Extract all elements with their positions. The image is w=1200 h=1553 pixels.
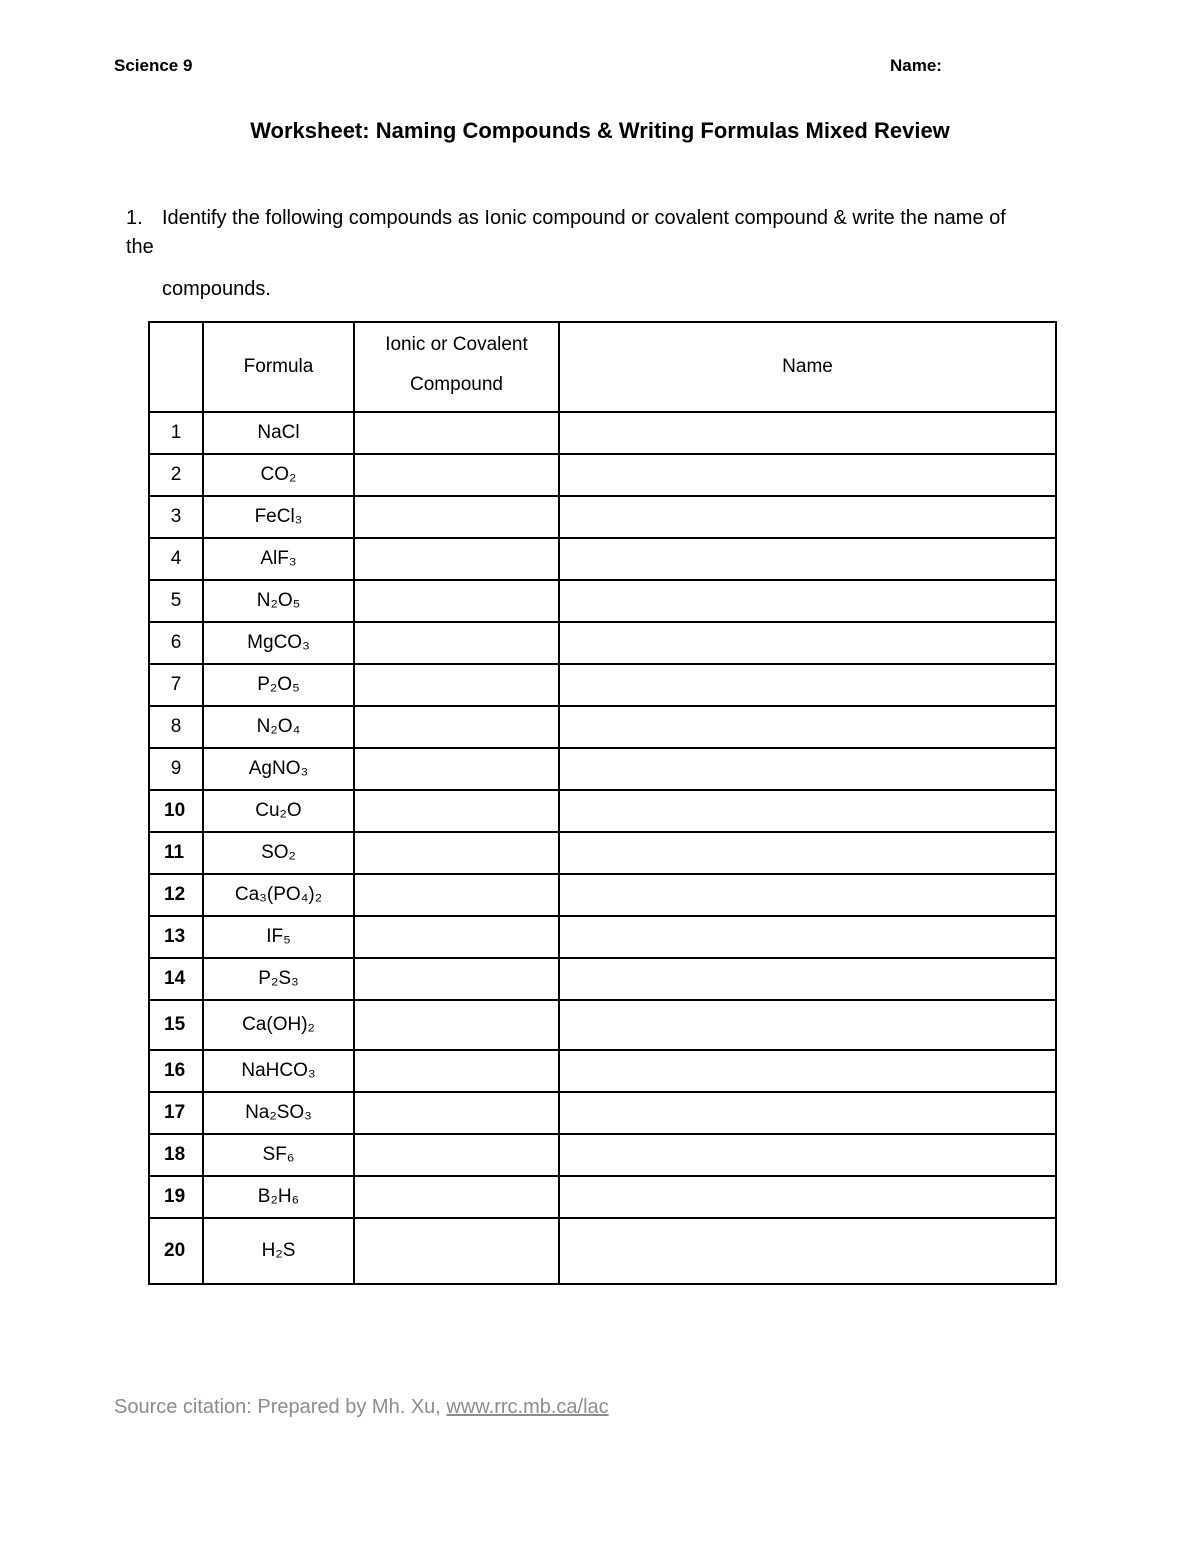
row-formula: AlF₃ — [203, 538, 354, 580]
row-number: 1 — [149, 412, 203, 454]
row-number: 20 — [149, 1218, 203, 1284]
table-row — [149, 1050, 1056, 1092]
compound-type-answer-cell[interactable] — [354, 1092, 559, 1134]
row-number: 10 — [149, 790, 203, 832]
compound-name-answer-cell[interactable] — [559, 748, 1056, 790]
row-formula: N₂O₅ — [203, 580, 354, 622]
table-header-row — [149, 322, 1056, 412]
row-number: 6 — [149, 622, 203, 664]
compound-type-answer-cell[interactable] — [354, 1050, 559, 1092]
table-row — [149, 580, 1056, 622]
header-compound-type — [354, 322, 559, 412]
table-row — [149, 958, 1056, 1000]
row-number: 2 — [149, 454, 203, 496]
compound-name-answer-cell[interactable] — [559, 1000, 1056, 1050]
compound-type-answer-cell[interactable] — [354, 1176, 559, 1218]
row-number: 16 — [149, 1050, 203, 1092]
table-row — [149, 832, 1056, 874]
citation-link[interactable]: www.rrc.mb.ca/lac — [446, 1396, 609, 1418]
row-formula: AgNO₃ — [203, 748, 354, 790]
worksheet-title: Worksheet: Naming Compounds & Writing Formulas Mixed Review — [250, 118, 950, 143]
header-type-line2: Compound — [410, 374, 503, 395]
row-number: 13 — [149, 916, 203, 958]
row-formula: P₂S₃ — [203, 958, 354, 1000]
question-number: 1. — [126, 207, 143, 229]
row-number: 11 — [149, 832, 203, 874]
row-formula: SO₂ — [203, 832, 354, 874]
row-formula: NaHCO₃ — [203, 1050, 354, 1092]
compound-name-answer-cell[interactable] — [559, 454, 1056, 496]
source-citation — [114, 1396, 609, 1419]
compound-name-answer-cell[interactable] — [559, 958, 1056, 1000]
row-formula: SF₆ — [203, 1134, 354, 1176]
compound-name-answer-cell[interactable] — [559, 832, 1056, 874]
compound-name-answer-cell[interactable] — [559, 496, 1056, 538]
compounds-table — [148, 321, 1057, 1285]
table-row — [149, 538, 1056, 580]
row-number: 3 — [149, 496, 203, 538]
question-instruction — [126, 207, 1006, 230]
table-row — [149, 748, 1056, 790]
compound-type-answer-cell[interactable] — [354, 580, 559, 622]
compound-name-answer-cell[interactable] — [559, 580, 1056, 622]
compound-type-answer-cell[interactable] — [354, 496, 559, 538]
question-text-line3: compounds. — [162, 278, 271, 300]
row-number: 8 — [149, 706, 203, 748]
row-number: 18 — [149, 1134, 203, 1176]
compound-type-answer-cell[interactable] — [354, 664, 559, 706]
header-name: Name — [559, 322, 1056, 412]
question-text-line1: Identify the following compounds as Ionic compound or covalent compound & write the name of — [162, 207, 1006, 229]
row-formula: H₂S — [203, 1218, 354, 1284]
table-row — [149, 496, 1056, 538]
compound-type-answer-cell[interactable] — [354, 1000, 559, 1050]
question-text-line2: the — [126, 236, 154, 258]
compound-type-answer-cell[interactable] — [354, 412, 559, 454]
row-number: 14 — [149, 958, 203, 1000]
compound-type-answer-cell[interactable] — [354, 454, 559, 496]
table-row — [149, 790, 1056, 832]
row-formula: NaCl — [203, 412, 354, 454]
compound-name-answer-cell[interactable] — [559, 1218, 1056, 1284]
row-number: 19 — [149, 1176, 203, 1218]
row-formula: B₂H₆ — [203, 1176, 354, 1218]
row-formula: CO₂ — [203, 454, 354, 496]
row-number: 15 — [149, 1000, 203, 1050]
table-row — [149, 664, 1056, 706]
table-row — [149, 706, 1056, 748]
header-formula: Formula — [203, 322, 354, 412]
compound-type-answer-cell[interactable] — [354, 748, 559, 790]
table-row — [149, 1218, 1056, 1284]
compound-name-answer-cell[interactable] — [559, 622, 1056, 664]
table-row — [149, 622, 1056, 664]
row-number: 9 — [149, 748, 203, 790]
compound-type-answer-cell[interactable] — [354, 958, 559, 1000]
header-type-line1: Ionic or Covalent — [385, 334, 528, 355]
compound-name-answer-cell[interactable] — [559, 874, 1056, 916]
compound-name-answer-cell[interactable] — [559, 412, 1056, 454]
compound-name-answer-cell[interactable] — [559, 1134, 1056, 1176]
compound-name-answer-cell[interactable] — [559, 1176, 1056, 1218]
row-formula: N₂O₄ — [203, 706, 354, 748]
row-number: 12 — [149, 874, 203, 916]
compound-name-answer-cell[interactable] — [559, 1092, 1056, 1134]
compound-type-answer-cell[interactable] — [354, 832, 559, 874]
compound-type-answer-cell[interactable] — [354, 622, 559, 664]
row-formula: Ca₃(PO₄)₂ — [203, 874, 354, 916]
header-number — [149, 322, 203, 412]
table-row — [149, 874, 1056, 916]
table-row — [149, 412, 1056, 454]
compound-type-answer-cell[interactable] — [354, 874, 559, 916]
compound-type-answer-cell[interactable] — [354, 1218, 559, 1284]
citation-text: Source citation: Prepared by Mh. Xu, — [114, 1396, 441, 1418]
compound-type-answer-cell[interactable] — [354, 706, 559, 748]
table-row — [149, 1000, 1056, 1050]
compound-name-answer-cell[interactable] — [559, 706, 1056, 748]
table-row — [149, 916, 1056, 958]
row-formula: FeCl₃ — [203, 496, 354, 538]
table-row — [149, 454, 1056, 496]
table-row — [149, 1176, 1056, 1218]
row-formula: Ca(OH)₂ — [203, 1000, 354, 1050]
compound-name-answer-cell[interactable] — [559, 664, 1056, 706]
compound-name-answer-cell[interactable] — [559, 538, 1056, 580]
row-formula: MgCO₃ — [203, 622, 354, 664]
row-number: 7 — [149, 664, 203, 706]
compound-name-answer-cell[interactable] — [559, 916, 1056, 958]
compound-type-answer-cell[interactable] — [354, 538, 559, 580]
table-row — [149, 1134, 1056, 1176]
table-row — [149, 1092, 1056, 1134]
row-formula: Cu₂O — [203, 790, 354, 832]
row-number: 17 — [149, 1092, 203, 1134]
row-number: 4 — [149, 538, 203, 580]
row-formula: Na₂SO₃ — [203, 1092, 354, 1134]
name-label: Name: — [890, 56, 942, 75]
compound-name-answer-cell[interactable] — [559, 790, 1056, 832]
row-number: 5 — [149, 580, 203, 622]
row-formula: IF₅ — [203, 916, 354, 958]
compound-name-answer-cell[interactable] — [559, 1050, 1056, 1092]
compound-type-answer-cell[interactable] — [354, 1134, 559, 1176]
row-formula: P₂O₅ — [203, 664, 354, 706]
compound-type-answer-cell[interactable] — [354, 916, 559, 958]
course-label: Science 9 — [114, 56, 193, 75]
compound-type-answer-cell[interactable] — [354, 790, 559, 832]
